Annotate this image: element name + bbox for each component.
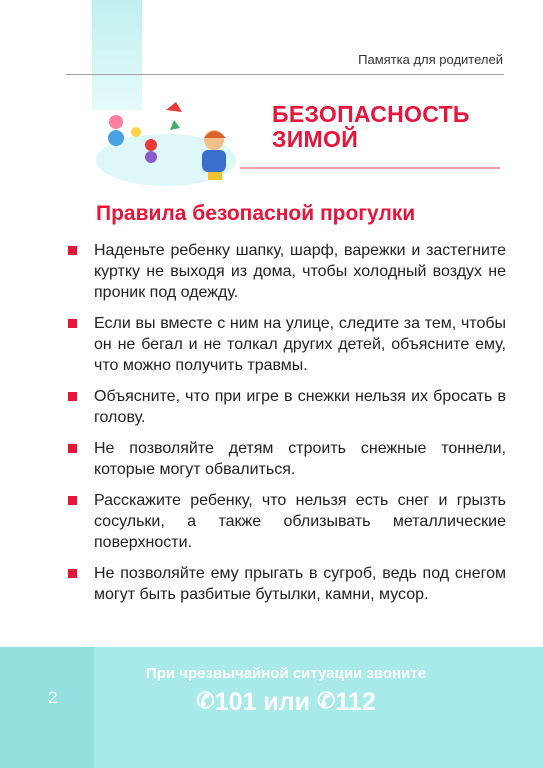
bullet-square-icon (68, 569, 77, 578)
title-line-1: БЕЗОПАСНОСТЬ (272, 101, 470, 127)
title-divider (240, 167, 500, 169)
list-item (66, 313, 506, 376)
rules-list (66, 240, 506, 615)
list-item-text: Не позволяйте ему прыгать в сугроб, ведь под снегом могут быть разбитые бутылки, камни, мусор. (94, 565, 506, 603)
bullet-square-icon (68, 246, 77, 255)
phone-separator: или (263, 688, 310, 716)
header-label: Памятка для родителей (358, 52, 503, 67)
phone-icon: ✆ (316, 688, 336, 713)
list-item-text: Не позволяйте детям строить снежные тоннели, которые могут обвалиться. (94, 440, 506, 478)
list-item-text: Объясните, что при игре в снежки нельзя их бросать в голову. (94, 388, 506, 426)
bullet-square-icon (68, 319, 77, 328)
bullet-square-icon (68, 392, 77, 401)
emergency-text: При чрезвычайной ситуации звоните (145, 665, 427, 682)
emergency-phones (96, 688, 476, 717)
bullet-square-icon (68, 496, 77, 505)
page-number: 2 (48, 688, 58, 707)
title-line-2: ЗИМОЙ (272, 126, 359, 152)
header-divider (66, 74, 504, 75)
list-item-text: Если вы вместе с ним на улице, следите за тем, чтобы он не бегал и не толкал других детей, объясните ему, что можно получить травмы. (94, 315, 506, 374)
bullet-square-icon (68, 444, 77, 453)
phone-number-1: 101 (214, 688, 257, 716)
list-item (66, 386, 506, 428)
phone-number-2: 112 (335, 688, 376, 716)
list-item (66, 563, 506, 605)
list-item (66, 490, 506, 553)
list-item (66, 240, 506, 303)
list-item-text: Наденьте ребенку шапку, шарф, варежки и застегните куртку не выходя из дома, чтобы холодный воздух не проник под одежду. (94, 242, 506, 301)
kids-winter-illustration (96, 90, 246, 190)
phone-icon: ✆ (196, 688, 215, 713)
list-item-text: Расскажите ребенку, что нельзя есть снег и грызть сосульки, а также облизывать металлические поверхности. (94, 492, 506, 551)
document-title (272, 102, 470, 152)
list-item (66, 438, 506, 480)
section-subtitle: Правила безопасной прогулки (96, 202, 416, 225)
